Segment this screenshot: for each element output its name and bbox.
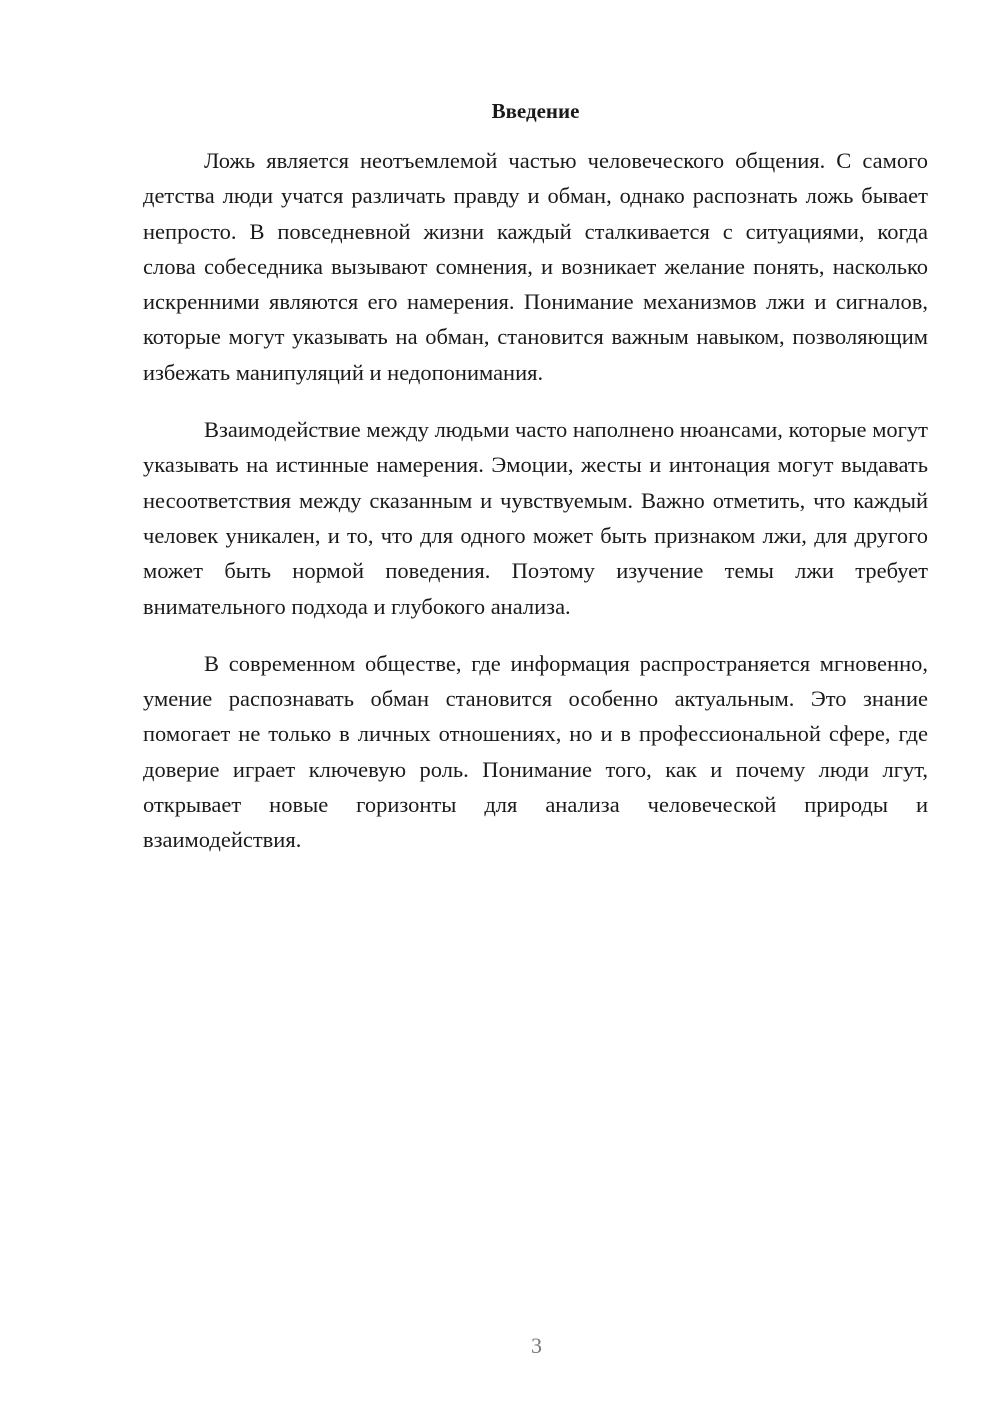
paragraph-2: Взаимодействие между людьми часто наполнено нюансами, которые могут указывать на истинные намерения. Эмоции, жесты и интонация могут выдавать несоответствия между сказанным и чувствуемым. Важно отметить, что каждый человек уникален, и то, что для одного может быть признаком лжи, для другого может быть нормой поведения. Поэтому изучение темы лжи требует внимательного подхода и глубокого анализа.	[143, 417, 928, 619]
body-text	[143, 143, 928, 880]
section-heading: Введение	[491, 99, 580, 123]
paragraph-3: В современном обществе, где информация распространяется мгновенно, умение распознавать обман становится особенно актуальным. Это знание помогает не только в личных отношениях, но и в профессиональной сфере, где доверие играет ключевую роль. Понимание того, как и почему люди лгут, открывает новые горизонты для анализа человеческой природы и взаимодействия.	[143, 650, 928, 853]
paragraph-1: Ложь является неотъемлемой частью человеческого общения. С самого детства люди учатся различать правду и обман, однако распознать ложь бывает непросто. В повседневной жизни каждый сталкивается с ситуациями, когда слова собеседника вызывают сомнения, и возникает желание понять, насколько искренними являются его намерения. Понимание механизмов лжи и сигналов, которые могут указывать на обман, становится важным навыком, позволяющим избежать манипуляций и недопонимания.	[143, 148, 928, 385]
page-number: 3	[531, 1333, 542, 1358]
